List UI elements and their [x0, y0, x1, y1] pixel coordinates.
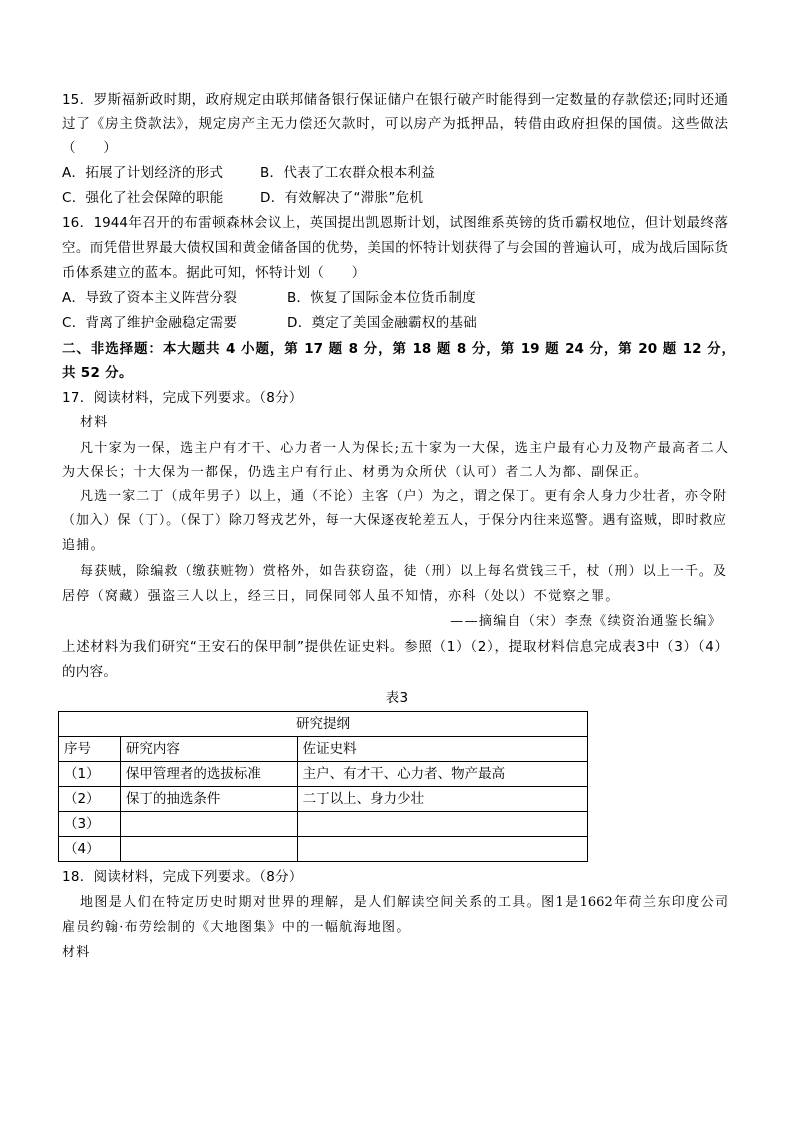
q17-material-line: 凡十家为一保，选主户有才干、心力者一人为保长;五十家为一大保，选主户最有心力及物产最高者二人 — [80, 441, 728, 456]
row-index: （1） — [59, 762, 121, 787]
table-header-row — [59, 737, 588, 762]
q17-material-line: 追捕。 — [62, 538, 105, 553]
q16-stem-line-1: 16．1944年召开的布雷顿森林会议上，英国提出凯恩斯计划，试图维系英镑的货币霸权地位，但计划最终落 — [62, 215, 728, 231]
research-outline-table — [58, 711, 588, 862]
row-evidence-blank — [297, 812, 587, 837]
q16-option-c: C．背离了维护金融稳定需要 — [62, 315, 238, 331]
table-row — [59, 837, 588, 862]
q17-material-line: 为大保长；十大保为一都保，仍选主户有行止、材勇为众所伏（认可）者二人为都、副保正。 — [62, 465, 649, 480]
row-content-blank — [120, 812, 297, 837]
q16-option-d: D．奠定了美国金融霸权的基础 — [287, 315, 478, 331]
q18-stem: 18．阅读材料，完成下列要求。（8分） — [62, 869, 303, 885]
row-evidence: 主户、有才干、心力者、物产最高 — [297, 762, 587, 787]
row-index: （3） — [59, 812, 121, 837]
header-content: 研究内容 — [120, 737, 297, 762]
q16-stem-line-3: 币体系建立的蓝本。据此可知，怀特计划（ ） — [62, 265, 366, 281]
table-title: 研究提纲 — [59, 712, 588, 737]
q17-material-label: 材料 — [80, 415, 109, 430]
q16-stem-line-2: 空。而凭借世界最大债权国和黄金储备国的优势，美国的怀特计划获得了与会国的普遍认可，成为战后国际货 — [62, 240, 728, 256]
section-2-heading-line-2: 共 52 分。 — [62, 365, 133, 381]
q16-option-a: A．导致了资本主义阵营分裂 — [62, 290, 238, 306]
q17-material-line: 每获贼，除编救（缴获赃物）赏格外，如告获窃盗，徒（刑）以上每名赏钱三千，杖（刑）以上一千。及 — [80, 564, 726, 579]
row-content: 保丁的抽选条件 — [120, 787, 297, 812]
q18-material-label: 材料 — [62, 945, 91, 960]
q15-option-d: D．有效解决了“滞胀”危机 — [260, 190, 424, 206]
row-content: 保甲管理者的选拔标准 — [120, 762, 297, 787]
table-caption: 表3 — [385, 690, 409, 706]
header-index: 序号 — [59, 737, 121, 762]
q15-stem-line-2: 过了《房主贷款法》，规定房产主无力偿还欠款时，可以房产为抵押品，转借由政府担保的国债。这些做法 — [62, 116, 728, 132]
q17-stem: 17．阅读材料，完成下列要求。（8分） — [62, 390, 303, 406]
q18-intro-line-1: 地图是人们在特定历史时期对世界的理解，是人们解读空间关系的工具。图1是1662年荷兰东印度公司 — [80, 895, 728, 910]
table-row — [59, 762, 588, 787]
q17-material-line: （加入）保（丁）。（保丁）除刀弩戎艺外，每一大保逐夜轮差五人，于保分内往来巡警。遇有盗贼，即时救应 — [62, 513, 726, 528]
q15-option-b: B．代表了工农群众根本利益 — [260, 165, 436, 181]
row-index: （4） — [59, 837, 121, 862]
table-row — [59, 812, 588, 837]
q15-stem-line-1: 15．罗斯福新政时期，政府规定由联邦储备银行保证储户在银行破产时能得到一定数量的存款偿还;同时还通 — [62, 92, 728, 108]
table-title-row — [59, 712, 588, 737]
row-index: （2） — [59, 787, 121, 812]
q15-option-c: C．强化了社会保障的职能 — [62, 190, 224, 206]
row-evidence-blank — [297, 837, 587, 862]
q17-task-line-2: 的内容。 — [62, 664, 118, 680]
q18-intro-line-2: 雇员约翰·布劳绘制的《大地图集》中的一幅航海地图。 — [62, 920, 411, 935]
q17-task-line-1: 上述材料为我们研究“王安石的保甲制”提供佐证史料。参照（1）（2），提取材料信息完成表3中（3）（4） — [62, 639, 728, 655]
section-2-heading-line-1: 二、非选择题：本大题共 4 小题，第 17 题 8 分，第 18 题 8 分，第 19 题 24 分，第 20 题 12 分， — [62, 341, 735, 357]
q17-source-citation: ——摘编自（宋）李焘《续资治通鉴长编》 — [450, 614, 722, 629]
table-row — [59, 787, 588, 812]
row-evidence: 二丁以上、身力少壮 — [297, 787, 587, 812]
q16-option-b: B．恢复了国际金本位货币制度 — [287, 290, 476, 306]
q17-material-line: 居停（窝藏）强盗三人以上，经三日，同保同邻人虽不知情，亦科（处以）不觉察之罪。 — [62, 589, 620, 604]
q17-material-line: 凡选一家二丁（成年男子）以上，通（不论）主客（户）为之，谓之保丁。更有余人身力少壮者，亦令附 — [80, 489, 726, 504]
q15-option-a: A．拓展了计划经济的形式 — [62, 165, 224, 181]
row-content-blank — [120, 837, 297, 862]
q15-answer-blank: （ ） — [62, 140, 118, 156]
header-evidence: 佐证史料 — [297, 737, 587, 762]
